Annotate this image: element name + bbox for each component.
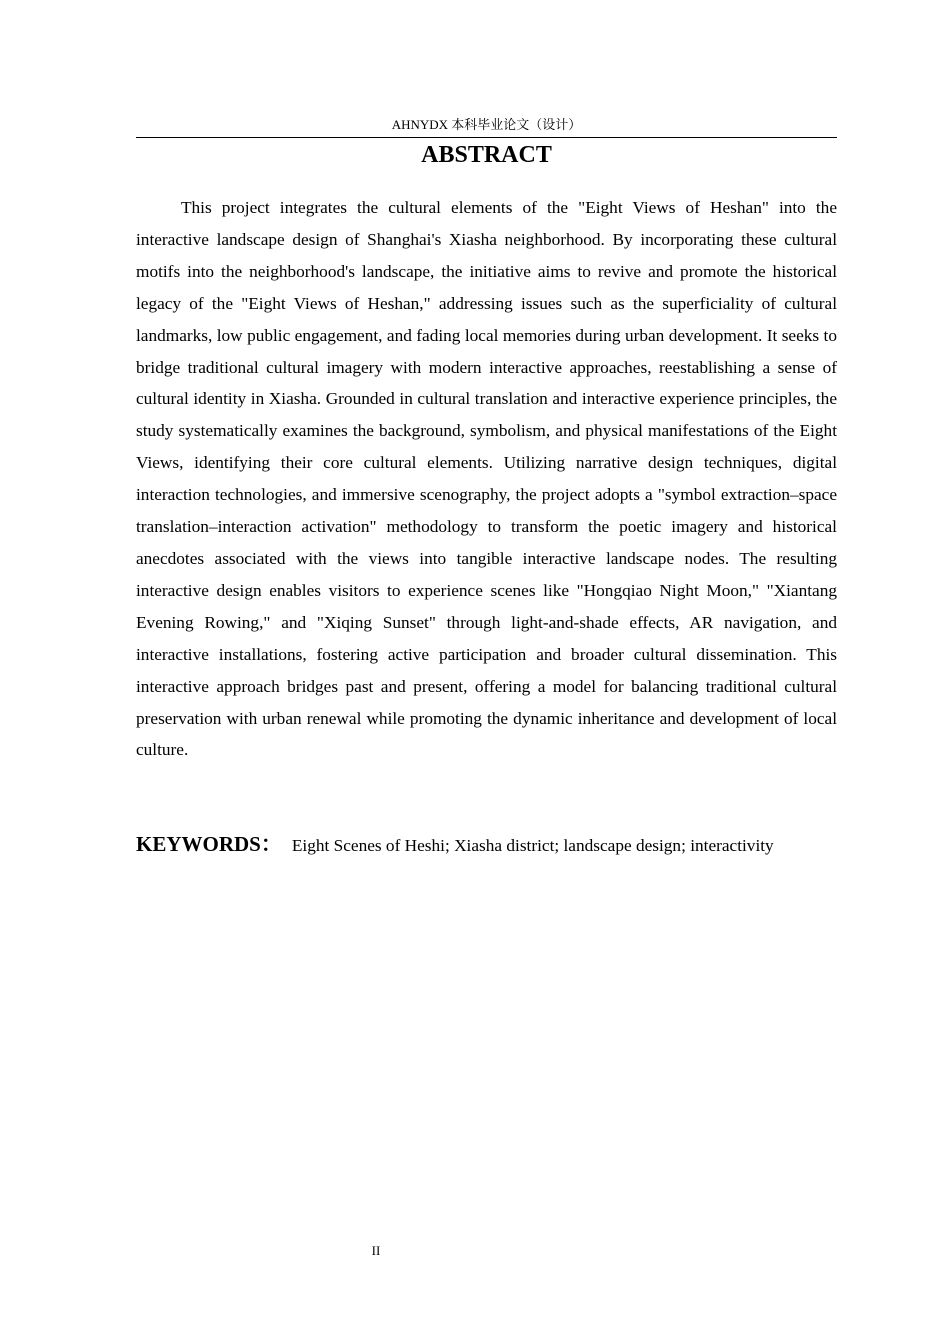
header-rule	[136, 137, 837, 138]
running-header: AHNYDX 本科毕业论文（设计）	[391, 117, 582, 132]
keywords-label: KEYWORDS：	[136, 832, 282, 856]
abstract-body: This project integrates the cultural elements of the "Eight Views of Heshan" into the interactive landscape design of Shanghai's Xiasha neighborhood. By incorporating these cultural motifs into the neighborhood's landscape, the initiative aims to revive and promote the historical legacy of the "Eight Views of Heshan," addressing issues such as the superficiality of cultural landmarks, low public engagement, and fading local memories during urban development. It seeks to bridge traditional cultural imagery with modern interactive approaches, reestablishing a sense of cultural identity in Xiasha. Grounded in cultural translation and interactive experience principles, the study systematically examines the background, symbolism, and physical manifestations of the Eight Views, identifying their core cultural elements. Utilizing narrative design techniques, digital interaction technologies, and immersive scenography, the project adopts a "symbol extraction–space translation–interaction activation" methodology to transform the poetic imagery and historical anecdotes associated with the views into tangible interactive landscape nodes. The resulting interactive design enables visitors to experience scenes like "Hongqiao Night Moon," "Xiantang Evening Rowing," and "Xiqing Sunset" through light-and-shade effects, AR navigation, and interactive installations, fostering active participation and broader cultural dissemination. This interactive approach bridges past and present, offering a model for balancing traditional cultural preservation with urban renewal while promoting the dynamic inheritance and development of local culture.	[136, 198, 837, 760]
page-number: II	[371, 1243, 381, 1258]
keywords-line	[136, 828, 856, 862]
keywords-text: Eight Scenes of Heshi; Xiasha district; landscape design; interactivity	[291, 836, 774, 855]
abstract-title: ABSTRACT	[421, 142, 552, 168]
